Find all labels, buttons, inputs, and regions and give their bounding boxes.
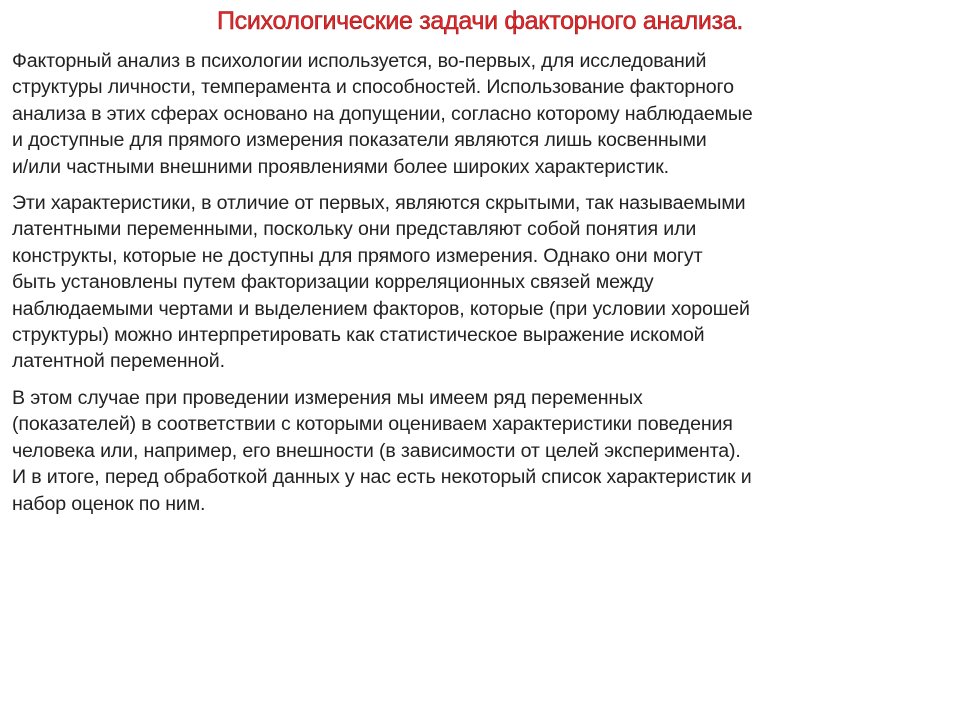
text-line: В этом случае при проведении измерения мы имеем ряд переменных	[12, 386, 643, 409]
text-line: конструкты, которые не доступны для прямого измерения. Однако они могут	[12, 244, 703, 267]
text-line: анализа в этих сферах основано на допущении, согласно которому наблюдаемые	[12, 102, 753, 125]
slide-body	[12, 48, 952, 527]
text-line: латентной переменной.	[12, 350, 225, 373]
text-line: и/или частными внешними проявлениями более широких характеристик.	[12, 155, 669, 178]
paragraph-2	[12, 190, 952, 375]
paragraph-1	[12, 48, 952, 180]
text-line: и доступные для прямого измерения показатели являются лишь косвенными	[12, 129, 707, 152]
text-line: быть установлены путем факторизации корреляционных связей между	[12, 271, 654, 294]
text-line: латентными переменными, поскольку они представляют собой понятия или	[12, 218, 697, 241]
paragraph-3	[12, 385, 952, 517]
text-line: И в итоге, перед обработкой данных у нас есть некоторый список характеристик и	[12, 466, 752, 489]
text-line: Эти характеристики, в отличие от первых, являются скрытыми, так называемыми	[12, 192, 746, 215]
text-line: (показателей) в соответствии с которыми оцениваем характеристики поведения	[12, 413, 733, 436]
text-line: набор оценок по ним.	[12, 492, 206, 515]
text-line: структуры личности, темперамента и способностей. Использование факторного	[12, 76, 734, 99]
text-line: структуры) можно интерпретировать как статистическое выражение искомой	[12, 324, 705, 347]
text-line: наблюдаемыми чертами и выделением факторов, которые (при условии хорошей	[12, 297, 750, 320]
slide-title: Психологические задачи факторного анализа.	[217, 7, 743, 35]
text-line: человека или, например, его внешности (в зависимости от целей эксперимента).	[12, 439, 741, 462]
text-line: Факторный анализ в психологии используется, во-первых, для исследований	[12, 50, 707, 72]
